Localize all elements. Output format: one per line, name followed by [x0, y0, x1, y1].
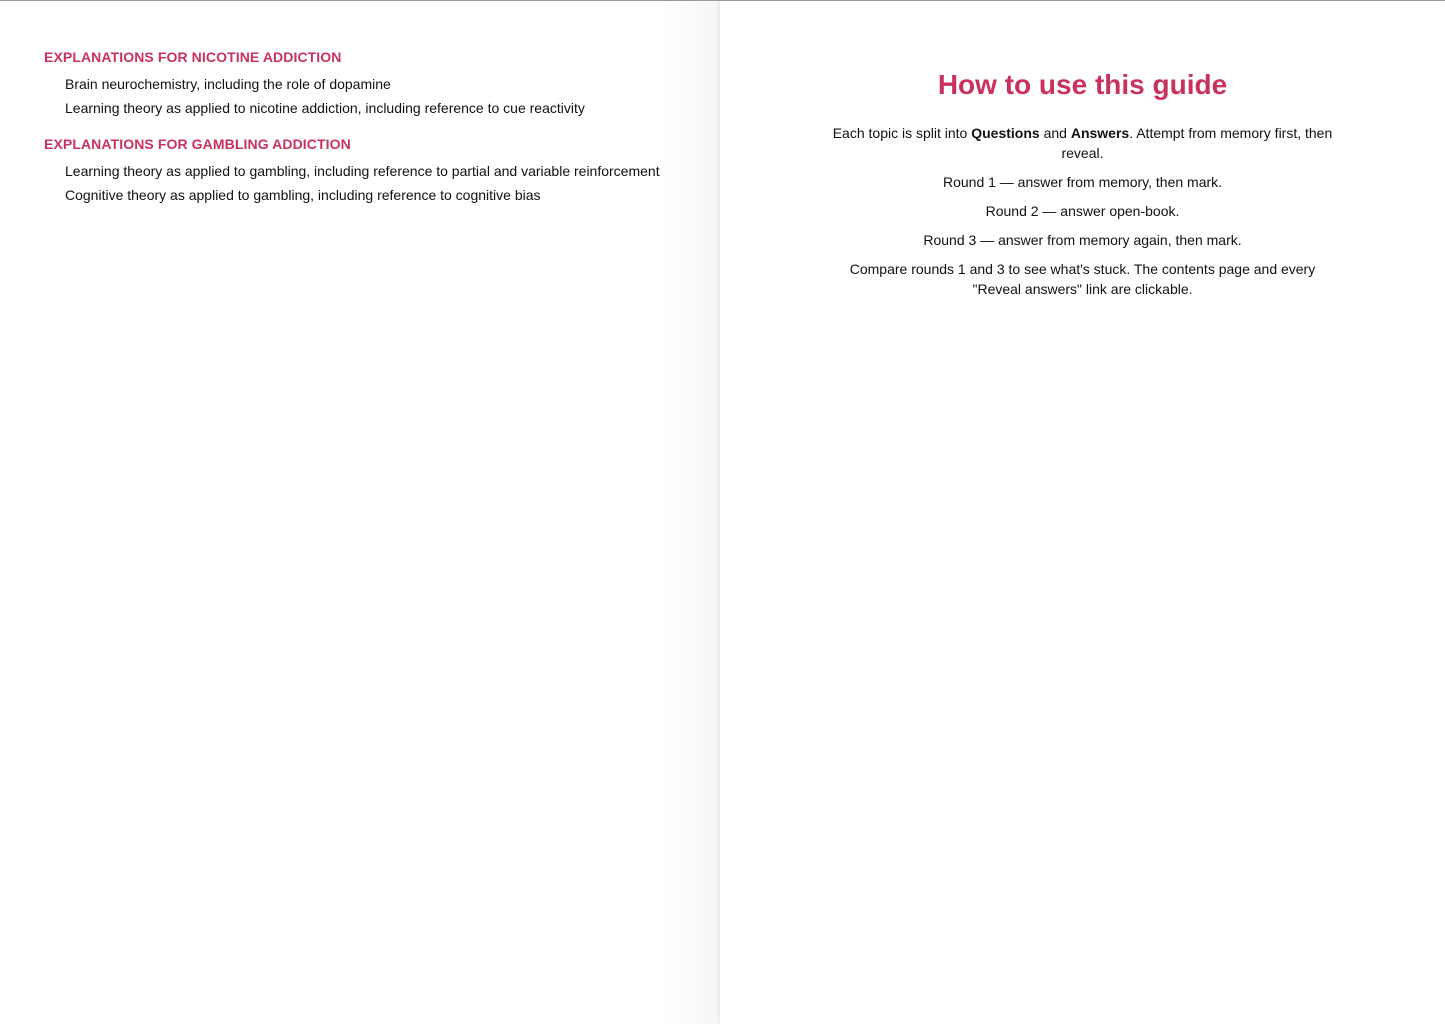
intro-mid: and — [1039, 125, 1071, 141]
questions-term: Questions — [971, 125, 1040, 141]
left-page — [0, 1, 720, 1024]
intro-post: . Attempt from memory first, then reveal. — [1061, 125, 1333, 161]
page-title: How to use this guide — [937, 69, 1228, 100]
list-item: Learning theory as applied to nicotine addiction, including reference to cue reactivity — [65, 99, 585, 116]
gambling-spec-list — [44, 160, 720, 207]
right-page — [720, 1, 1445, 1024]
list-item: Cognitive theory as applied to gambling, including reference to cognitive bias — [65, 186, 541, 203]
list-item: Brain neurochemistry, including the role of dopamine — [65, 76, 391, 92]
guide-instructions — [830, 69, 1335, 308]
round-3-instruction: Round 3 — answer from memory again, then mark. — [923, 232, 1242, 248]
section-heading-nicotine: EXPLANATIONS FOR NICOTINE ADDICTION — [44, 49, 342, 65]
list-item: Learning theory as applied to gambling, including reference to partial and variable reinforcement — [65, 163, 660, 179]
round-1-instruction: Round 1 — answer from memory, then mark. — [942, 174, 1223, 190]
closing-paragraph: Compare rounds 1 and 3 to see what's stuck. The contents page and every "Reveal answers" link are clickable. — [849, 261, 1316, 297]
intro-pre: Each topic is split into — [832, 125, 972, 141]
answers-term: Answers — [1070, 125, 1130, 141]
nicotine-spec-list — [44, 73, 720, 120]
round-2-instruction: Round 2 — answer open-book. — [985, 203, 1180, 219]
section-heading-gambling: EXPLANATIONS FOR GAMBLING ADDICTION — [44, 136, 351, 152]
intro-paragraph — [830, 123, 1335, 163]
